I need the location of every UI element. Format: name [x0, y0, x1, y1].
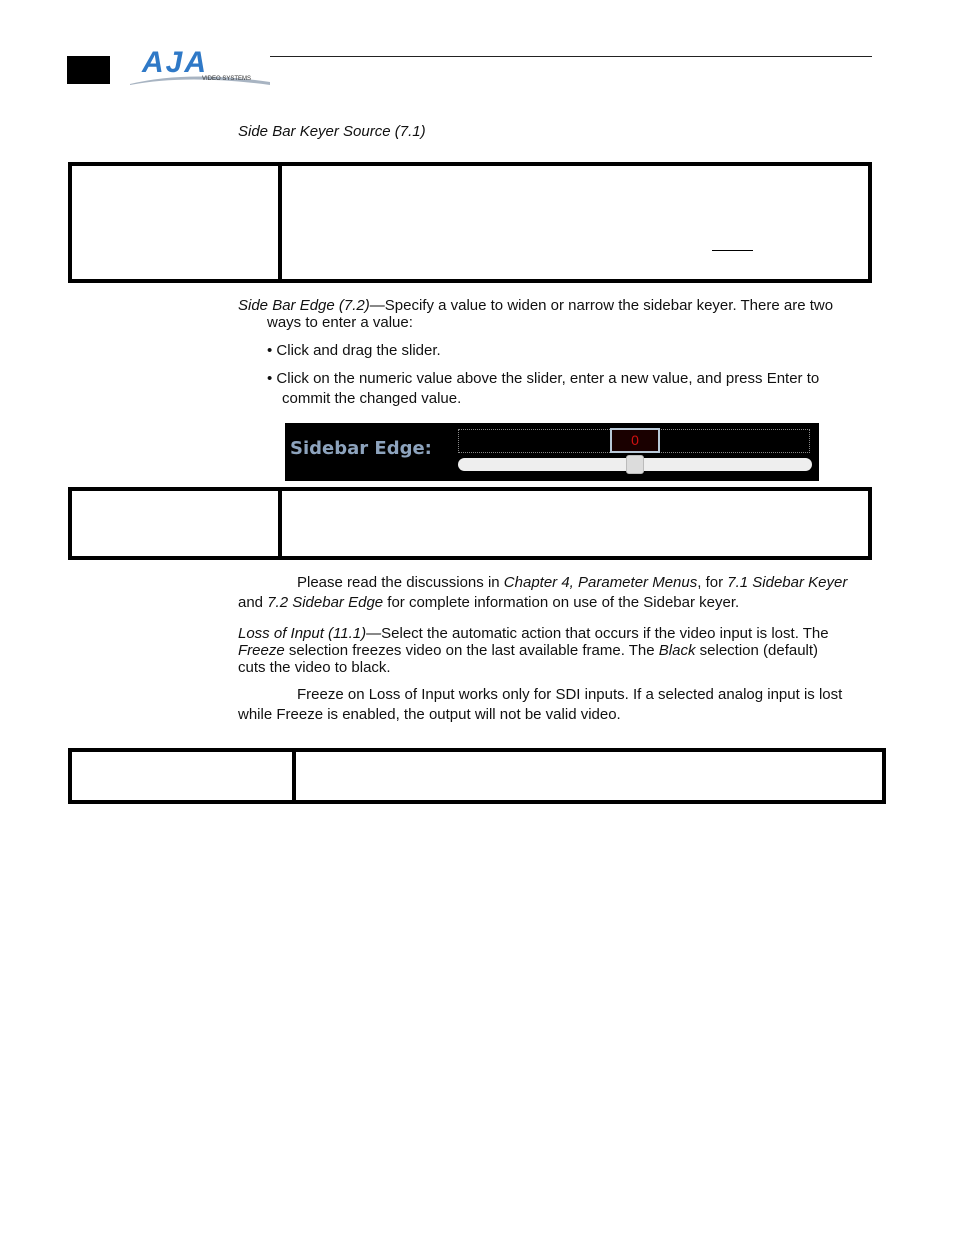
header-rule — [270, 56, 872, 57]
loss-of-input-text: selection (default) — [695, 642, 819, 659]
sidebar-source-heading: Side Bar Keyer Source (7.1) — [238, 123, 426, 140]
parameter-table-sidebar-edge — [68, 487, 872, 560]
sidebar-edge-paragraph — [238, 297, 878, 315]
parameter-table-sidebar-source — [68, 162, 872, 283]
loss-of-input-line2 — [238, 642, 878, 660]
slider-value-field[interactable]: 0 — [610, 428, 660, 453]
logo-wordmark: AJA — [142, 46, 209, 79]
reference-text: Please read the discussions in — [297, 574, 504, 591]
parameter-table-loss-of-input — [68, 748, 886, 804]
bullet-drag-slider: • Click and drag the slider. — [267, 342, 441, 359]
loss-of-input-heading: Loss of Input (11.1) — [238, 625, 367, 642]
slider-label: Sidebar Edge: — [290, 438, 432, 459]
sidebar-edge-body-cont: ways to enter a value: — [267, 314, 413, 331]
black-term: Black — [658, 642, 696, 659]
table-column-divider — [278, 166, 282, 279]
freeze-note-line2: while Freeze is enabled, the output will not be valid video. — [238, 706, 621, 723]
reference-text: and — [238, 594, 268, 611]
freeze-term: Freeze — [238, 642, 285, 659]
loss-of-input-line1 — [238, 625, 878, 643]
underline-mark — [712, 250, 753, 251]
sidebar-edge-heading: Side Bar Edge (7.2) — [238, 297, 370, 314]
reference-chapter: Chapter 4, Parameter Menus — [503, 574, 698, 591]
bullet-enter-value: • Click on the numeric value above the slider, enter a new value, and press Enter to — [267, 370, 820, 387]
page-number-tab — [67, 56, 110, 84]
aja-logo — [128, 46, 273, 86]
loss-of-input-text: selection freezes video on the last available frame. The — [284, 642, 659, 659]
bullet-enter-value-cont: commit the changed value. — [282, 390, 462, 407]
table-column-divider — [292, 752, 296, 800]
loss-of-input-line3: cuts the video to black. — [238, 659, 391, 676]
sidebar-edge-body: —Specify a value to widen or narrow the sidebar keyer. There are two — [369, 297, 834, 314]
reference-note-line1 — [297, 574, 847, 592]
reference-text: , for — [697, 574, 728, 591]
loss-of-input-text: —Select the automatic action that occurs if the video input is lost. The — [366, 625, 829, 642]
freeze-note-line1: Freeze on Loss of Input works only for SDI inputs. If a selected analog input is lost — [297, 686, 843, 703]
reference-text: for complete information on use of the Sidebar keyer. — [383, 594, 740, 611]
reference-edge: 7.2 Sidebar Edge — [267, 594, 384, 611]
table-column-divider — [278, 491, 282, 556]
logo-subtext: VIDEO SYSTEMS — [202, 76, 252, 82]
reference-note-line2 — [238, 594, 739, 612]
sidebar-edge-slider-panel — [285, 423, 819, 481]
reference-keyer: 7.1 Sidebar Keyer — [727, 574, 848, 591]
slider-thumb[interactable] — [626, 455, 644, 474]
